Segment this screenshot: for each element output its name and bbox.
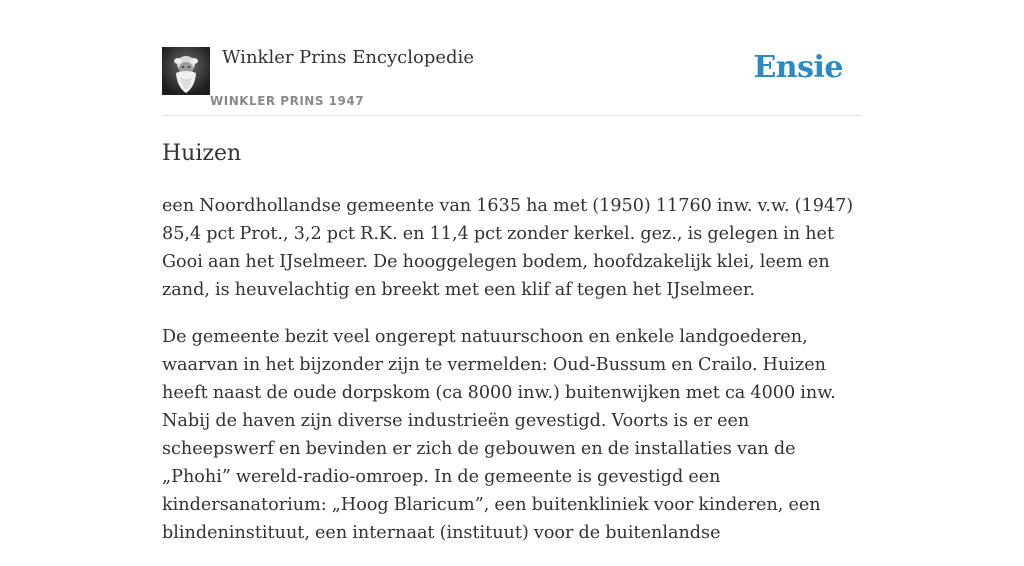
content-container xyxy=(162,0,862,543)
article-title: Huizen xyxy=(162,141,242,166)
source-subtitle: WINKLER PRINS 1947 xyxy=(210,94,365,108)
article-paragraph: De gemeente bezit veel ongerept natuurschoon en enkele landgoederen, waarvan in het bijzonder zijn te vermelden: Oud-Bussum en Crailo. Huizen heeft naast de oude dorpskom (ca 8000 inw.) buitenwijken met ca 4000 inw. Nabij de haven zijn diverse industrieën gevestigd. Voorts is er een scheepswerf en bevinden er zich de gebouwen en de installaties van de „Phohi” wereld-radio-omroep. In de gemeente is gevestigd een kindersanatorium: „Hoog Blaricum”, een buitenkliniek voor kinderen, een blindeninstituut, een internaat (instituut) voor de buitenlandse xyxy=(162,327,836,543)
site-header xyxy=(162,0,862,116)
avatar[interactable] xyxy=(162,47,210,95)
article-paragraph: een Noordhollandse gemeente van 1635 ha met (1950) 11760 inw. v.w. (1947) 85,4 pct Prot., 3,2 pct R.K. en 11,4 pct zonder kerkel. gez., is gelegen in het Gooi aan het IJselmeer. De hooggelegen bodem, hoofdzakelijk klei, leem en zand, is heuvelachtig en breekt met een klif af tegen het IJselmeer. xyxy=(162,196,854,300)
site-name-link[interactable]: Winkler Prins Encyclopedie xyxy=(222,47,474,68)
ensie-logo-link[interactable]: Ensie xyxy=(753,50,843,85)
bearded-man-portrait-icon xyxy=(162,47,210,95)
article-body xyxy=(162,192,862,566)
